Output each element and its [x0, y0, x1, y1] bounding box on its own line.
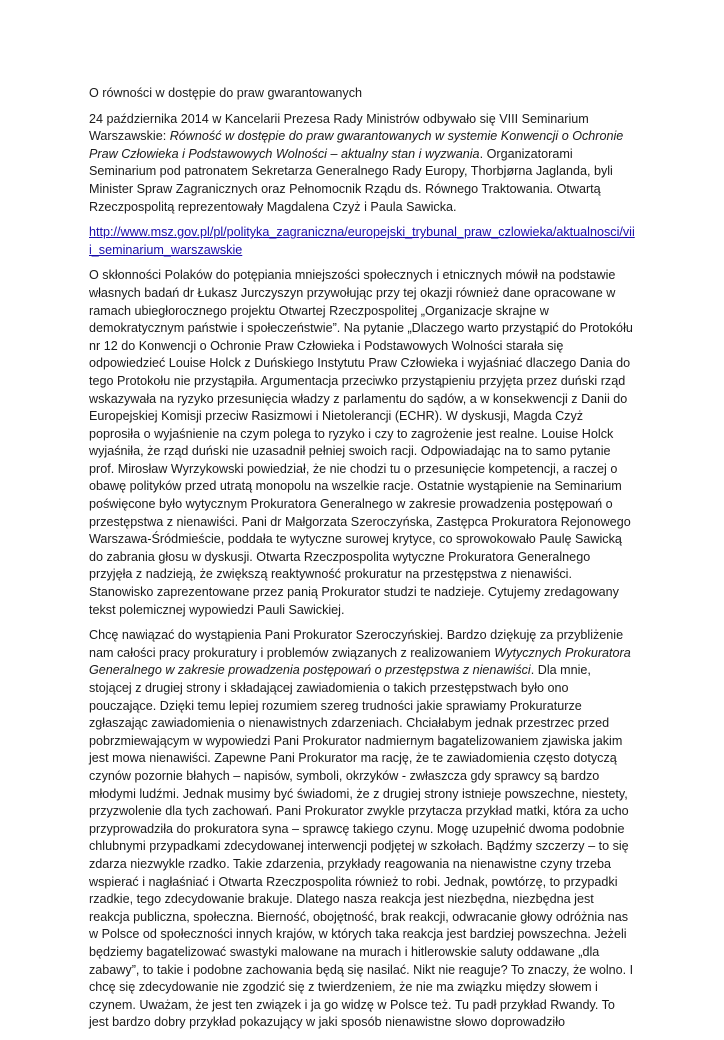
msz-link-block: [89, 224, 637, 259]
msz-seminar-link[interactable]: http://www.msz.gov.pl/pl/polityka_zagraniczna/europejski_trybunal_praw_czlowieka/aktualnosci/viii_seminarium_warszawskie: [89, 225, 635, 257]
paragraph-sawicka-statement: [89, 627, 637, 1032]
guidelines-title-italic: Wytycznych Prokuratora Generalnego w zakresie prowadzenia postępowań o przestępstwa z nienawiści: [89, 645, 631, 678]
paragraph-seminar-rest: . Organizatorami Seminarium pod patronatem Sekretarza Generalnego Rady Europy, Thorbjørna Jaglanda, byli Minister Spraw Zagranicznych oraz Pełnomocnik Rządu ds. Równego Traktowania. Otwartą Rzeczpospolitą reprezentowały Magdalena Czyż i Paula Sawicka.: [89, 146, 613, 214]
paragraph-discussion: O skłonności Polaków do potępiania mniejszości społecznych i etnicznych mówił na podstawie własnych badań dr Łukasz Jurczyszyn przywołując przy tej okazji również dane opracowane w ramach ubiegłorocznego projektu Otwartej Rzeczpospolitej „Organizacje skrajne w demokratycznym państwie i społeczeństwie”. Na pytanie „Dlaczego warto przystąpić do Protokółu nr 12 do Konwencji o Ochronie Praw Człowieka i Podstawowych Wolności starała się odpowiedzieć Louise Holck z Duńskiego Instytutu Praw Człowieka i wyjaśniać dlaczego Dania do tego Protokołu nie przystąpiła. Argumentacja przeciwko przystąpieniu przyjęta przez duński rząd wskazywała na ryzyko przesunięcia władzy z parlamentu do sądów, a w konsekwencji z Danii do Europejskiej Komisji przeciw Rasizmowi i Nietolerancji (ECHR). W dyskusji, Magda Czyż poprosiła o wyjaśnienie na czym polega to ryzyko i czy to zagrożenie jest realne. Louise Holck wyjaśniła, że rząd duński nie uzasadnił pełniej swoich racji. Odpowiadając na to samo pytanie prof. Mirosław Wyrzykowski powiedział, że nie chodzi tu o przesunięcie kompetencji, a raczej o obawę polityków przed utratą monopolu na wszelkie racje. Ostatnie wystąpienie na Seminarium poświęcone było wytycznym Prokuratora Generalnego w zakresie prowadzenia postępowań o przestępstwa z nienawiści. Pani dr Małgorzata Szeroczyńska, Zastępca Prokuratora Rejonowego Warszawa-Śródmieście, poddała te wytyczne surowej krytyce, co sprowokowało Paulę Sawicką do zabrania głosu w dyskusji. Otwarta Rzeczpospolita wytyczne Prokuratora Generalnego przyjęła z nadzieją, że zwiększą reaktywność prokuratur na przestępstwa z nienawiści. Stanowisko zaprezentowane przez panią Prokurator studzi te nadzieje. Cytujemy zredagowany tekst polemicznej wypowiedzi Pauli Sawickiej.: [89, 268, 633, 617]
document-title: O równości w dostępie do praw gwarantowanych: [89, 86, 363, 100]
paragraph-sawicka-intro: Chcę nawiązać do wystąpienia Pani Prokurator Szeroczyńskiej. Bardzo dziękuję za przybliżenie nam całości pracy prokuratury i problemów związanych z realizowaniem: [89, 628, 624, 660]
paragraph-seminar-intro: [89, 111, 637, 217]
seminar-title-italic: Równość w dostępie do praw gwarantowanych w systemie Konwencji o Ochronie Praw Człowieka i Podstawowych Wolności – aktualny stan i wyzwania: [89, 129, 624, 161]
paragraph-seminar-intro-text: 24 października 2014 w Kancelarii Prezesa Rady Ministrów odbywało się VIII Seminarium Warszawskie:: [89, 111, 589, 144]
paragraph-sawicka-rest: . Dla mnie, stojącej z drugiej strony i składającej zawiadomienia o takich przestępstwach było ono pouczające. Dzięki temu lepiej rozumiem szereg trudności jakie sprawiamy Prokuraturze zgłaszając zawiadomienia o nienawistnych zdarzeniach. Chciałabym jednak przestrzec przed pobrzmiewającym w wypowiedzi Pani Prokurator nadmiernym bagatelizowaniem zjawiska jakim jest mowa nienawiści. Zapewne Pani Prokurator ma rację, że te zawiadomienia często dotyczą czynów pozornie błahych – napisów, symboli, okrzyków - zwłaszcza gdy sprawcy są bardzo młodymi ludźmi. Jednak musimy być świadomi, że z drugiej strony istnieje powszechne, niestety, przyzwolenie dla tych zachowań. Pani Prokurator zwykle przytacza przykład matki, która za ucho przyprowadziła do prokuratora syna – sprawcę takiego czynu. Mogę uzupełnić dwoma podobnie chlubnymi przypadkami zdecydowanej interwencji podjętej w szkołach. Bądźmy szczerzy – to się zdarza niezwykle rzadko. Takie zdarzenia, przykłady reagowania na nienawistne czyny trzeba wspierać i nagłaśniać i Otwarta Rzeczpospolita również to robi. Jednak, powtórzę, to przypadki rzadkie, tego zdecydowanie brakuje. Dlatego nasza reakcja jest niezbędna, niezbędna jest reakcja publiczna, społeczna. Bierność, obojętność, brak reakcji, odwracanie głowy odróżnia nas w Polsce od społeczności innych krajów, w których taka reakcja jest bardziej powszechna. Jeżeli będziemy bagatelizować swastyki malowane na murach i hitlerowskie saluty oddawane „dla zabawy”, to takie i podobne zachowania będą się nasilać. Nikt nie reaguje? To znaczy, że wolno. I chcę się zdecydowanie nie zgodzić się z twierdzeniem, że nie ma związku między słowem i czynem. Uważam, że jest ten związek i ja go widzę w Polsce też. Tu padł przykład Rwandy. To jest bardzo dobry przykład pokazujący w jaki sposób nienawistne słowo doprowadziło: [89, 663, 634, 1030]
document-page: [89, 85, 637, 1040]
